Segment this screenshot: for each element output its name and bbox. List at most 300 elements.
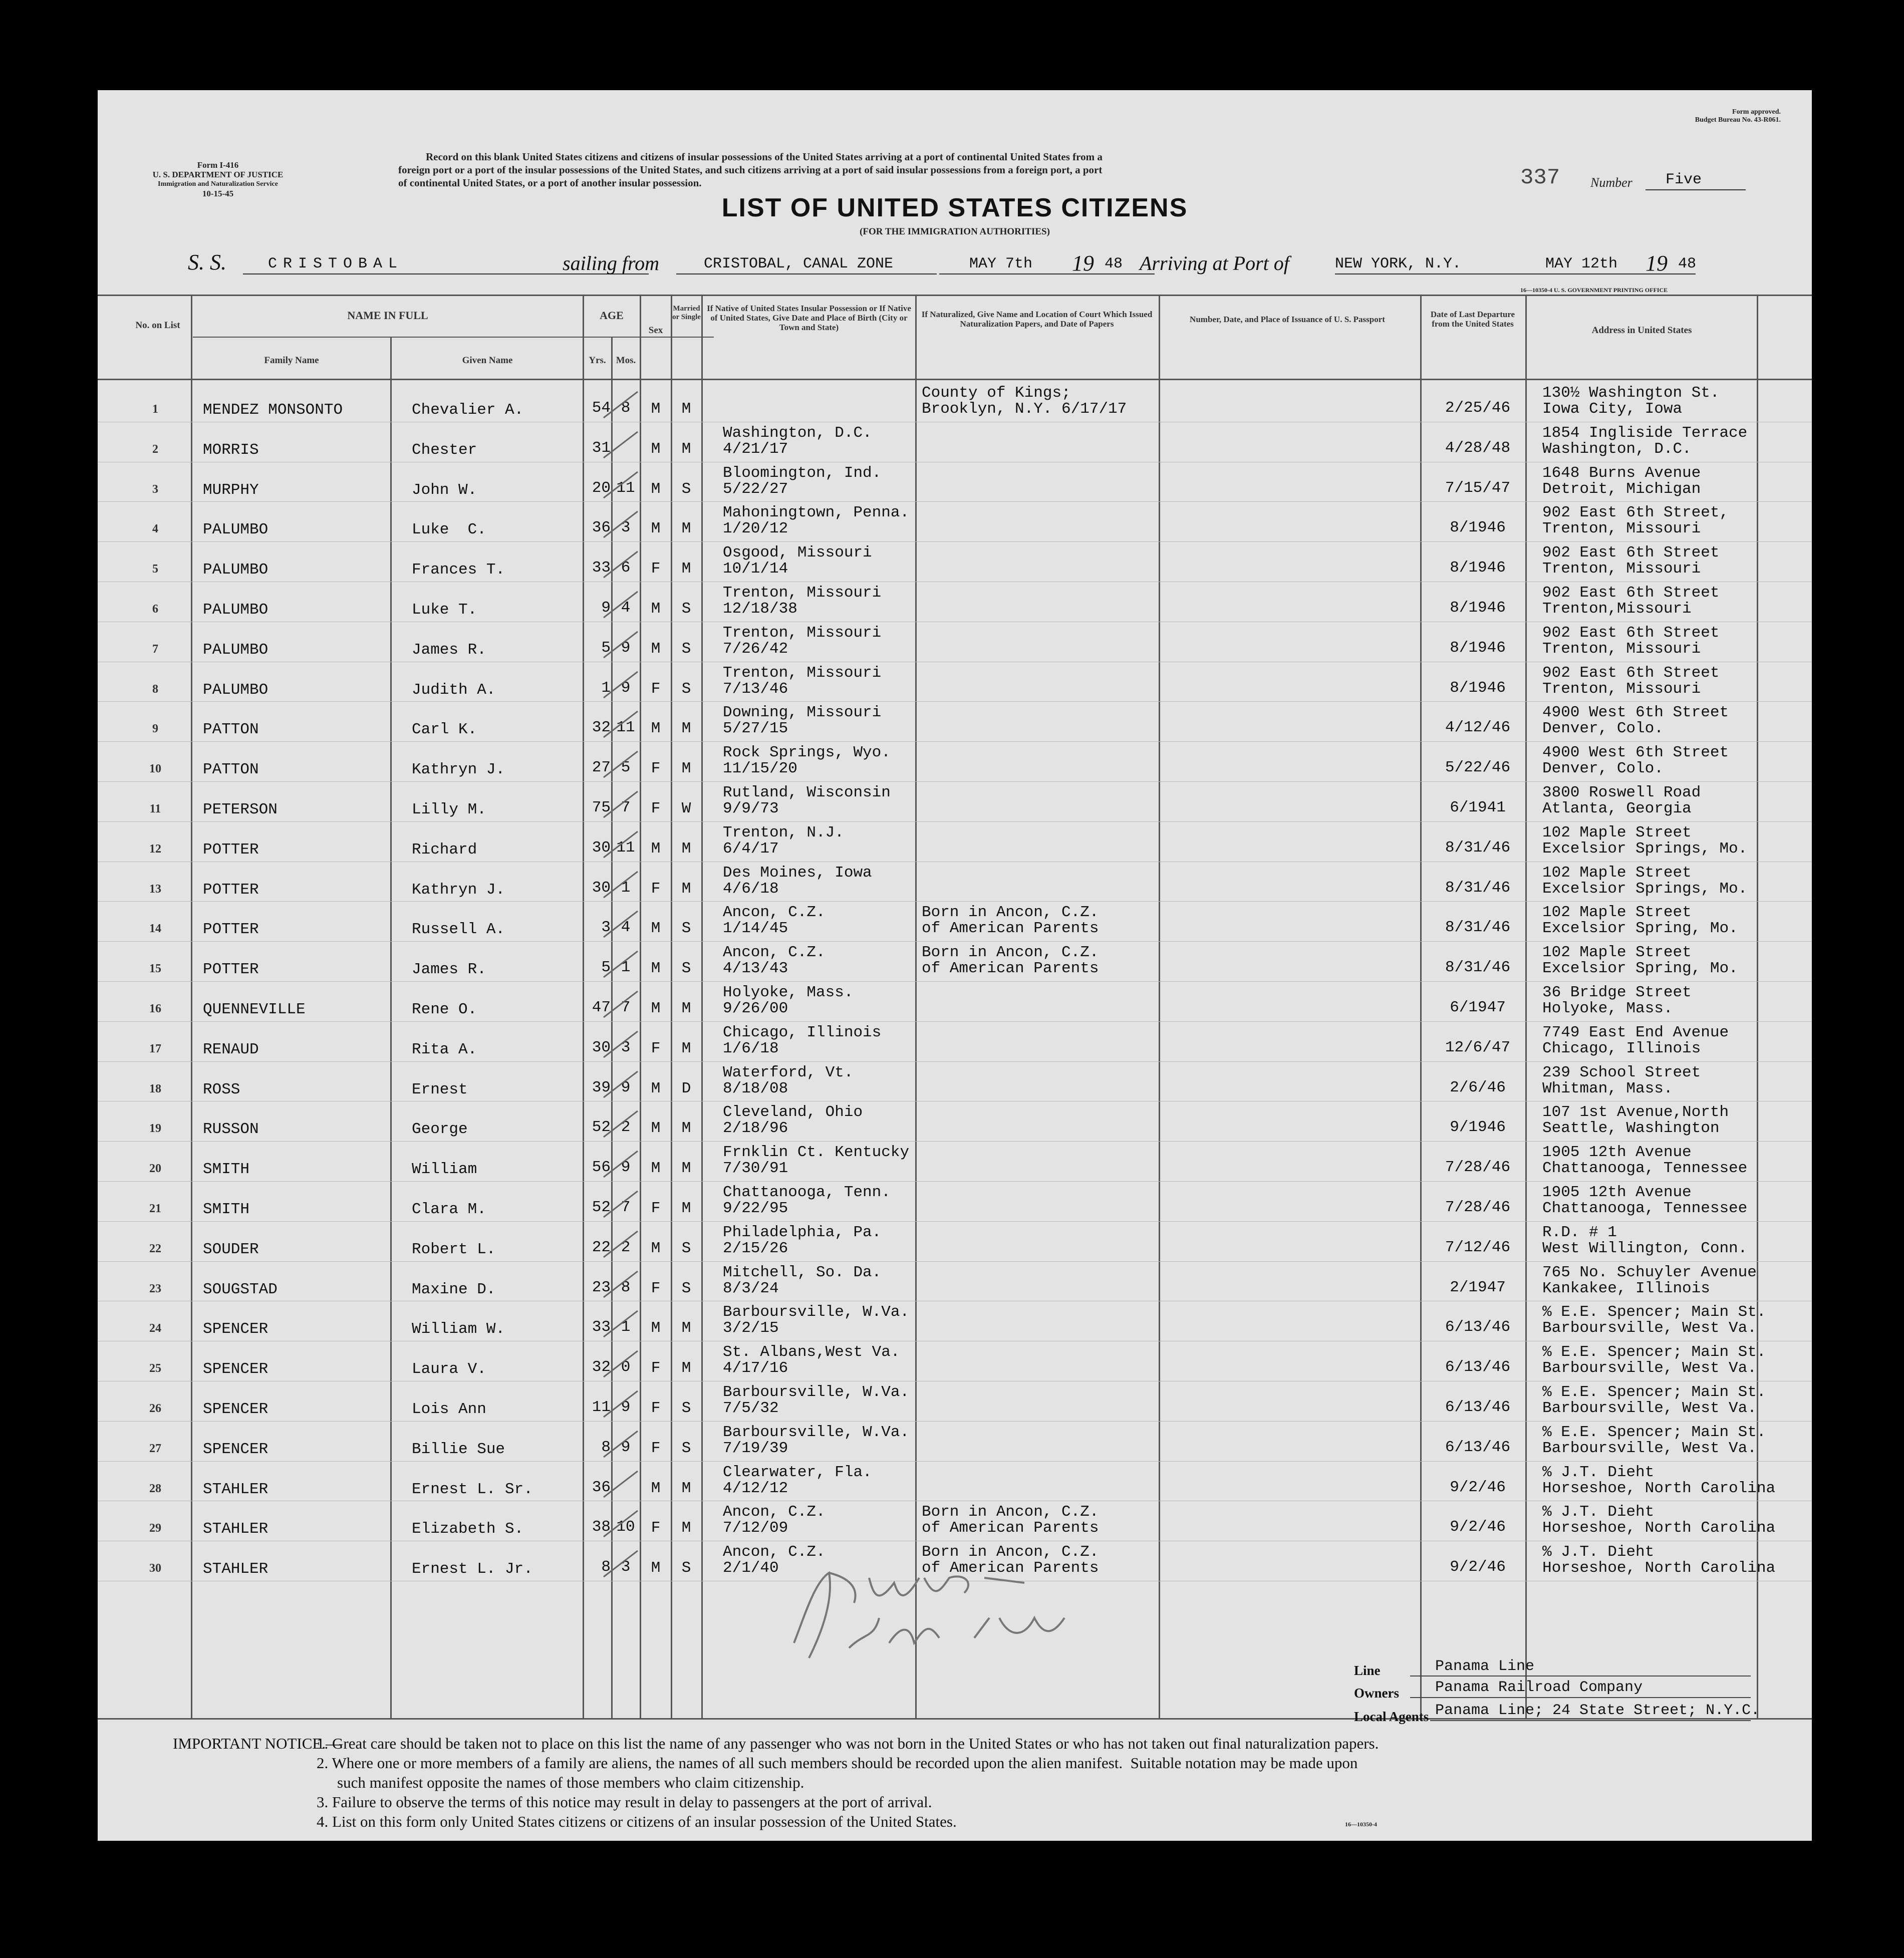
age-years-cell: 33	[592, 1318, 611, 1336]
check-mark	[599, 1346, 644, 1386]
departure-date-cell: 7/28/46	[1445, 1199, 1511, 1216]
birth-place-cell: Philadelphia, Pa.	[723, 1223, 882, 1241]
age-years-cell: 1	[601, 679, 611, 697]
marital-status-cell: S	[681, 920, 691, 938]
age-months-cell: 9	[621, 679, 631, 697]
given-name-cell: John W.	[412, 481, 477, 499]
sex-cell: F	[651, 880, 661, 898]
age-years-cell: 52	[592, 1118, 611, 1137]
age-years-cell: 56	[592, 1159, 611, 1177]
marital-status-cell: M	[681, 1120, 691, 1138]
given-name-cell: James R.	[412, 961, 486, 979]
col-address: Address in United States	[1591, 325, 1692, 336]
check-mark	[599, 1266, 644, 1306]
age-months-cell: 1	[621, 1318, 631, 1336]
address-line-2: Excelsior Springs, Mo.	[1542, 840, 1748, 858]
marital-status-cell: M	[681, 840, 691, 858]
address-line-2: Kankakee, Illinois	[1542, 1279, 1710, 1297]
address-line-1: 1905 12th Avenue	[1542, 1184, 1692, 1201]
birth-place-cell: Ancon, C.Z.	[723, 1543, 826, 1561]
page-title: LIST OF UNITED STATES CITIZENS	[721, 193, 1188, 222]
given-name-cell: Laura V.	[412, 1360, 486, 1378]
agents-underline	[1430, 1720, 1751, 1721]
check-mark	[599, 1426, 644, 1466]
given-name-cell: Maxine D.	[412, 1280, 496, 1298]
row-number: 1	[152, 403, 158, 416]
birth-date-cell: 12/18/38	[723, 600, 797, 618]
row-number: 25	[149, 1362, 161, 1375]
sex-cell: M	[651, 400, 661, 418]
departure-date-cell: 9/1946	[1450, 1118, 1506, 1137]
check-mark	[599, 1506, 644, 1546]
given-name-cell: William	[412, 1161, 477, 1179]
notice-item-1: 1. Great care should be taken not to place on this list the name of any passenger who was not born in the United States or who has not taken out final naturalization papers.	[317, 1735, 1379, 1752]
row-number: 20	[149, 1162, 161, 1176]
address-line-2: Whitman, Mass.	[1542, 1079, 1673, 1097]
table-row	[98, 583, 1812, 623]
row-number: 4	[152, 522, 158, 536]
birth-place-cell: Ancon, C.Z.	[723, 944, 826, 962]
birth-place-cell: St. Albans,West Va.	[723, 1343, 900, 1361]
stamp-number: 337	[1520, 165, 1560, 190]
table-row	[98, 1062, 1812, 1102]
birth-place-cell: Bloomington, Ind.	[723, 464, 882, 482]
row-number: 8	[152, 682, 158, 696]
col-mos: Mos.	[616, 355, 636, 366]
marital-status-cell: M	[681, 1319, 691, 1337]
marital-status-cell: S	[681, 1279, 691, 1297]
col-birth: If Native of United States Insular Possession or If Native of United States, Give Date and Place of Birth (City or Town and State)	[707, 304, 911, 332]
address-line-1: 107 1st Avenue,North	[1542, 1103, 1729, 1122]
row-number: 14	[149, 922, 161, 936]
family-name-cell: STAHLER	[203, 1560, 268, 1578]
notice-item-3: 3. Failure to observe the terms of this notice may result in delay to passengers at the port of arrival.	[317, 1793, 932, 1811]
col-no: No. on List	[135, 320, 180, 331]
table-row	[98, 1342, 1812, 1382]
departure-date-cell: 8/1946	[1450, 679, 1506, 697]
birth-place-cell: Trenton, Missouri	[723, 664, 882, 682]
departure-date-cell: 4/28/48	[1445, 439, 1511, 457]
table-row	[98, 1222, 1812, 1262]
sex-cell: M	[651, 960, 661, 978]
row-number: 11	[149, 802, 161, 815]
sex-cell: M	[651, 640, 661, 658]
age-months-cell: 2	[621, 1238, 631, 1256]
handwritten-signature	[774, 1543, 1125, 1673]
family-name-cell: SMITH	[203, 1161, 250, 1179]
address-line-1: 1854 Ingliside Terrace	[1542, 424, 1748, 442]
number-underline	[1646, 189, 1746, 190]
departure-date-cell: 6/13/46	[1445, 1438, 1511, 1456]
ship-name: CRISTOBAL	[268, 255, 404, 272]
birth-place-cell: Rutland, Wisconsin	[723, 784, 891, 801]
age-months-cell: 3	[621, 1558, 631, 1576]
marital-status-cell: M	[681, 1200, 691, 1217]
address-line-1: 130½ Washington St.	[1542, 384, 1720, 402]
departure-date-cell: 7/12/46	[1445, 1238, 1511, 1256]
marital-status-cell: M	[681, 880, 691, 898]
address-line-1: 765 No. Schuyler Avenue	[1542, 1263, 1757, 1281]
birth-date-cell: 1/20/12	[723, 520, 788, 538]
age-months-cell: 11	[616, 719, 635, 737]
address-line-2: Denver, Colo.	[1542, 720, 1664, 738]
col-name-in-full: NAME IN FULL	[347, 309, 428, 322]
departure-date-cell: 2/1947	[1450, 1278, 1506, 1296]
col-family: Family Name	[264, 355, 319, 366]
age-months-cell: 8	[621, 399, 631, 417]
address-line-2: Detroit, Michigan	[1542, 480, 1701, 498]
table-row	[98, 782, 1812, 822]
address-line-2: Barboursville, West Va.	[1542, 1319, 1757, 1337]
family-name-cell: POTTER	[203, 961, 259, 979]
address-line-2: Holyoke, Mass.	[1542, 1000, 1673, 1017]
age-months-cell: 9	[621, 1159, 631, 1177]
arriving-label: Arriving at Port of	[1140, 252, 1289, 274]
age-years-cell: 5	[601, 959, 611, 977]
row-number: 22	[149, 1242, 161, 1255]
address-line-2: Chattanooga, Tennessee	[1542, 1200, 1748, 1217]
marital-status-cell: S	[681, 480, 691, 498]
table-row	[98, 902, 1812, 942]
given-name-cell: Ernest	[412, 1080, 468, 1098]
birth-date-cell: 7/30/91	[723, 1160, 788, 1178]
marital-status-cell: M	[681, 1479, 691, 1497]
sex-cell: F	[651, 1519, 661, 1537]
given-name-cell: Lilly M.	[412, 801, 486, 818]
check-mark	[599, 427, 644, 467]
given-name-cell: Ernest L. Jr.	[412, 1560, 533, 1578]
birth-place-cell: Barboursville, W.Va.	[723, 1383, 910, 1401]
naturalization-cell-2: of American Parents	[922, 960, 1099, 978]
naturalization-cell-2: of American Parents	[922, 1559, 1099, 1577]
family-name-cell: PALUMBO	[203, 681, 268, 699]
table-row	[98, 982, 1812, 1022]
number-value: Five	[1666, 171, 1702, 188]
age-years-cell: 54	[592, 399, 611, 417]
address-line-2: Horseshoe, North Carolina	[1542, 1519, 1776, 1537]
birth-date-cell: 8/3/24	[723, 1279, 779, 1297]
table-row	[98, 623, 1812, 663]
sex-cell: M	[651, 1079, 661, 1097]
naturalization-cell-2: of American Parents	[922, 1519, 1099, 1537]
row-number: 15	[149, 962, 161, 976]
printer-line: 16—10350-4 U. S. GOVERNMENT PRINTING OFFICE	[1520, 287, 1668, 294]
row-number: 17	[149, 1042, 161, 1055]
family-name-cell: PALUMBO	[203, 521, 268, 539]
age-years-cell: 39	[592, 1078, 611, 1096]
marital-status-cell: M	[681, 400, 691, 418]
table-top-rule	[98, 295, 1812, 296]
given-name-cell: Ernest L. Sr.	[412, 1480, 533, 1498]
age-months-cell: 11	[616, 479, 635, 497]
family-name-cell: SOUDER	[203, 1240, 259, 1258]
birth-place-cell: Clearwater, Fla.	[723, 1463, 872, 1481]
birth-place-cell: Barboursville, W.Va.	[723, 1303, 910, 1321]
family-name-cell: MORRIS	[203, 441, 259, 459]
depart-date: MAY 7th	[969, 255, 1033, 272]
address-line-1: % E.E. Spencer; Main St.	[1542, 1383, 1766, 1401]
given-name-cell: Luke T.	[412, 601, 477, 619]
birth-date-cell: 9/26/00	[723, 1000, 788, 1017]
manifest-sheet	[98, 90, 1812, 1841]
age-years-cell: 9	[601, 599, 611, 617]
row-number: 13	[149, 882, 161, 896]
owners-underline	[1410, 1697, 1751, 1698]
sex-cell: F	[651, 560, 661, 578]
departure-date-cell: 6/13/46	[1445, 1358, 1511, 1376]
check-mark	[599, 1386, 644, 1426]
col-married: Married or Single	[672, 305, 701, 321]
age-years-cell: 8	[601, 1558, 611, 1576]
birth-date-cell: 10/1/14	[723, 560, 788, 578]
address-line-2: Iowa City, Iowa	[1542, 400, 1683, 418]
age-years-cell: 27	[592, 759, 611, 777]
given-name-cell: Clara M.	[412, 1201, 486, 1218]
form-number: Form I-416	[197, 160, 239, 170]
marital-status-cell: D	[681, 1079, 691, 1097]
birth-date-cell: 5/22/27	[723, 480, 788, 498]
table-row	[98, 822, 1812, 863]
marital-status-cell: S	[681, 1400, 691, 1417]
given-name-cell: Lois Ann	[412, 1401, 486, 1418]
check-mark	[599, 1546, 644, 1586]
family-name-cell: PATTON	[203, 721, 259, 739]
sex-cell: M	[651, 1559, 661, 1577]
birth-place-cell: Frnklin Ct. Kentucky	[723, 1144, 910, 1162]
given-name-cell: Luke C.	[412, 521, 486, 539]
address-line-2: Barboursville, West Va.	[1542, 1439, 1757, 1457]
marital-status-cell: S	[681, 640, 691, 658]
given-name-cell: William W.	[412, 1320, 505, 1338]
family-name-cell: POTTER	[203, 881, 259, 899]
address-line-1: 102 Maple Street	[1542, 823, 1692, 842]
age-months-cell: 9	[621, 1078, 631, 1096]
age-years-cell: 8	[601, 1438, 611, 1456]
marital-status-cell: S	[681, 1239, 691, 1257]
check-mark	[599, 986, 644, 1026]
birth-place-cell: Rock Springs, Wyo.	[723, 744, 891, 762]
sex-cell: F	[651, 800, 661, 817]
given-name-cell: Judith A.	[412, 681, 496, 699]
table-row	[98, 1502, 1812, 1542]
birth-date-cell: 2/1/40	[723, 1559, 779, 1577]
sex-cell: M	[651, 600, 661, 618]
marital-status-cell: M	[681, 560, 691, 578]
family-name-cell: STAHLER	[203, 1520, 268, 1538]
check-mark	[599, 1466, 644, 1506]
birth-date-cell: 1/14/45	[723, 920, 788, 938]
family-name-cell: SPENCER	[203, 1401, 268, 1418]
address-line-2: Atlanta, Georgia	[1542, 800, 1692, 817]
family-name-cell: RENAUD	[203, 1040, 259, 1058]
col-yrs: Yrs.	[589, 355, 606, 366]
departure-date-cell: 9/2/46	[1450, 1518, 1506, 1536]
given-name-cell: Kathryn J.	[412, 881, 505, 899]
family-name-cell: PETERSON	[203, 801, 278, 818]
address-line-2: Trenton, Missouri	[1542, 520, 1701, 538]
notice-item-2: 2. Where one or more members of a family are aliens, the names of all such members should be recorded upon the alien manifest. Suitable notation may be made upon	[317, 1754, 1358, 1772]
table-row	[98, 1022, 1812, 1062]
intro-text	[398, 150, 1595, 189]
birth-date-cell: 11/15/20	[723, 760, 797, 778]
check-mark	[599, 1026, 644, 1066]
age-years-cell: 30	[592, 1038, 611, 1056]
agents-label: Local Agents	[1354, 1709, 1429, 1724]
age-months-cell: 4	[621, 599, 631, 617]
row-number: 24	[149, 1322, 161, 1335]
age-months-cell: 7	[621, 799, 631, 816]
address-line-1: 1905 12th Avenue	[1542, 1144, 1692, 1162]
check-mark	[599, 467, 644, 507]
marital-status-cell: M	[681, 440, 691, 458]
page-subtitle: (FOR THE IMMIGRATION AUTHORITIES)	[860, 226, 1050, 237]
address-line-1: 902 East 6th Street	[1542, 584, 1720, 602]
address-line-2: Trenton, Missouri	[1542, 680, 1701, 698]
table-row	[98, 542, 1812, 583]
given-name-cell: Chester	[412, 441, 477, 459]
address-line-2: Washington, D.C.	[1542, 440, 1692, 458]
birth-place-cell: Ancon, C.Z.	[723, 904, 826, 922]
birth-place-cell: Chicago, Illinois	[723, 1023, 882, 1041]
birth-date-cell: 7/13/46	[723, 680, 788, 698]
col-passport: Number, Date, and Place of Issuance of U. S. Passport	[1190, 315, 1385, 324]
family-name-cell: SPENCER	[203, 1320, 268, 1338]
address-line-2: Trenton, Missouri	[1542, 640, 1701, 658]
birth-date-cell: 4/6/18	[723, 880, 779, 898]
age-years-cell: 32	[592, 719, 611, 737]
sex-cell: F	[651, 1359, 661, 1377]
sex-cell: M	[651, 1120, 661, 1138]
sex-cell: M	[651, 1000, 661, 1017]
address-line-1: % J.T. Dieht	[1542, 1463, 1655, 1481]
address-line-1: 902 East 6th Street	[1542, 544, 1720, 562]
birth-date-cell: 8/18/08	[723, 1079, 788, 1097]
number-label: Number	[1590, 175, 1633, 190]
family-name-cell: SPENCER	[203, 1360, 268, 1378]
from-underline	[676, 273, 937, 274]
marital-status-cell: M	[681, 1039, 691, 1057]
line-underline	[1410, 1675, 1751, 1676]
age-months-cell: 5	[621, 759, 631, 777]
row-number: 18	[149, 1082, 161, 1095]
given-name-cell: George	[412, 1121, 468, 1139]
departure-date-cell: 8/1946	[1450, 599, 1506, 617]
departure-date-cell: 2/6/46	[1450, 1078, 1506, 1096]
birth-place-cell: Downing, Missouri	[723, 704, 882, 722]
age-years-cell: 33	[592, 559, 611, 577]
birth-place-cell: Trenton, N.J.	[723, 823, 844, 842]
address-line-2: Excelsior Spring, Mo.	[1542, 960, 1738, 978]
row-number: 7	[152, 642, 158, 656]
row-number: 16	[149, 1002, 161, 1015]
naturalization-cell: County of Kings;	[922, 384, 1071, 402]
birth-date-cell: 2/15/26	[723, 1239, 788, 1257]
approval-block	[1630, 108, 1781, 124]
departure-date-cell: 8/1946	[1450, 519, 1506, 537]
arrive-date: MAY 12th	[1545, 255, 1618, 272]
marital-status-cell: W	[681, 800, 691, 817]
sex-cell: M	[651, 840, 661, 858]
table-row	[98, 502, 1812, 542]
sex-cell: M	[651, 1479, 661, 1497]
address-line-1: % E.E. Spencer; Main St.	[1542, 1303, 1766, 1321]
age-years-cell: 20	[592, 479, 611, 497]
check-mark	[599, 1146, 644, 1186]
family-name-cell: SOUGSTAD	[203, 1280, 278, 1298]
given-name-cell: Kathryn J.	[412, 761, 505, 779]
address-line-1: 1648 Burns Avenue	[1542, 464, 1701, 482]
address-line-2: Horseshoe, North Carolina	[1542, 1479, 1776, 1497]
departure-date-cell: 2/25/46	[1445, 399, 1511, 417]
check-mark	[599, 627, 644, 667]
age-years-cell: 30	[592, 838, 611, 857]
given-name-cell: Elizabeth S.	[412, 1520, 524, 1538]
owners-value: Panama Railroad Company	[1435, 1679, 1643, 1696]
birth-place-cell: Mahoningtown, Penna.	[723, 504, 910, 522]
address-line-2: Seattle, Washington	[1542, 1120, 1720, 1138]
age-months-cell: 1	[621, 879, 631, 897]
departure-date-cell: 8/31/46	[1445, 879, 1511, 897]
check-mark	[599, 546, 644, 587]
address-line-2: Horseshoe, North Carolina	[1542, 1559, 1776, 1577]
intro-line: of continental United States, or a port of another insular possession.	[398, 177, 702, 189]
check-mark	[599, 746, 644, 786]
ss-label: S. S.	[188, 250, 226, 274]
check-mark	[599, 906, 644, 946]
address-line-1: 902 East 6th Street,	[1542, 504, 1729, 522]
row-number: 23	[149, 1282, 161, 1295]
from-port: CRISTOBAL, CANAL ZONE	[704, 255, 894, 272]
age-years-cell: 31	[592, 439, 611, 457]
age-months-cell: 9	[621, 1398, 631, 1416]
age-months-cell: 8	[621, 1278, 631, 1296]
check-mark	[599, 946, 644, 986]
birth-place-cell: Osgood, Missouri	[723, 544, 872, 562]
age-years-cell: 47	[592, 999, 611, 1016]
sex-cell: M	[651, 1319, 661, 1337]
row-number: 10	[149, 762, 161, 776]
given-name-cell: Rene O.	[412, 1001, 477, 1018]
family-name-cell: SMITH	[203, 1201, 250, 1218]
birth-date-cell: 1/6/18	[723, 1039, 779, 1057]
birth-place-cell: Trenton, Missouri	[723, 624, 882, 642]
age-years-cell: 36	[592, 519, 611, 537]
col-departure: Date of Last Departure from the United States	[1430, 310, 1515, 329]
departure-date-cell: 4/12/46	[1445, 719, 1511, 737]
family-name-cell: POTTER	[203, 841, 259, 859]
age-years-cell: 22	[592, 1238, 611, 1256]
age-years-cell: 32	[592, 1358, 611, 1376]
sex-cell: F	[651, 760, 661, 778]
given-name-cell: Carl K.	[412, 721, 477, 739]
notice-item-2-cont: such manifest opposite the names of those members who claim citizenship.	[337, 1774, 804, 1791]
sex-cell: F	[651, 680, 661, 698]
birth-place-cell: Ancon, C.Z.	[723, 1503, 826, 1521]
age-years-cell: 75	[592, 799, 611, 816]
departure-date-cell: 9/2/46	[1450, 1478, 1506, 1496]
table-row	[98, 863, 1812, 903]
birth-date-cell: 6/4/17	[723, 840, 779, 858]
sex-cell: M	[651, 1160, 661, 1178]
address-line-1: 7749 East End Avenue	[1542, 1023, 1729, 1041]
sailing-label: sailing from	[563, 252, 659, 274]
departure-date-cell: 8/31/46	[1445, 959, 1511, 977]
age-years-cell: 30	[592, 879, 611, 897]
age-years-cell: 52	[592, 1199, 611, 1216]
family-name-cell: SPENCER	[203, 1440, 268, 1458]
arrive-year: 48	[1678, 255, 1697, 272]
family-name-cell: PALUMBO	[203, 601, 268, 619]
